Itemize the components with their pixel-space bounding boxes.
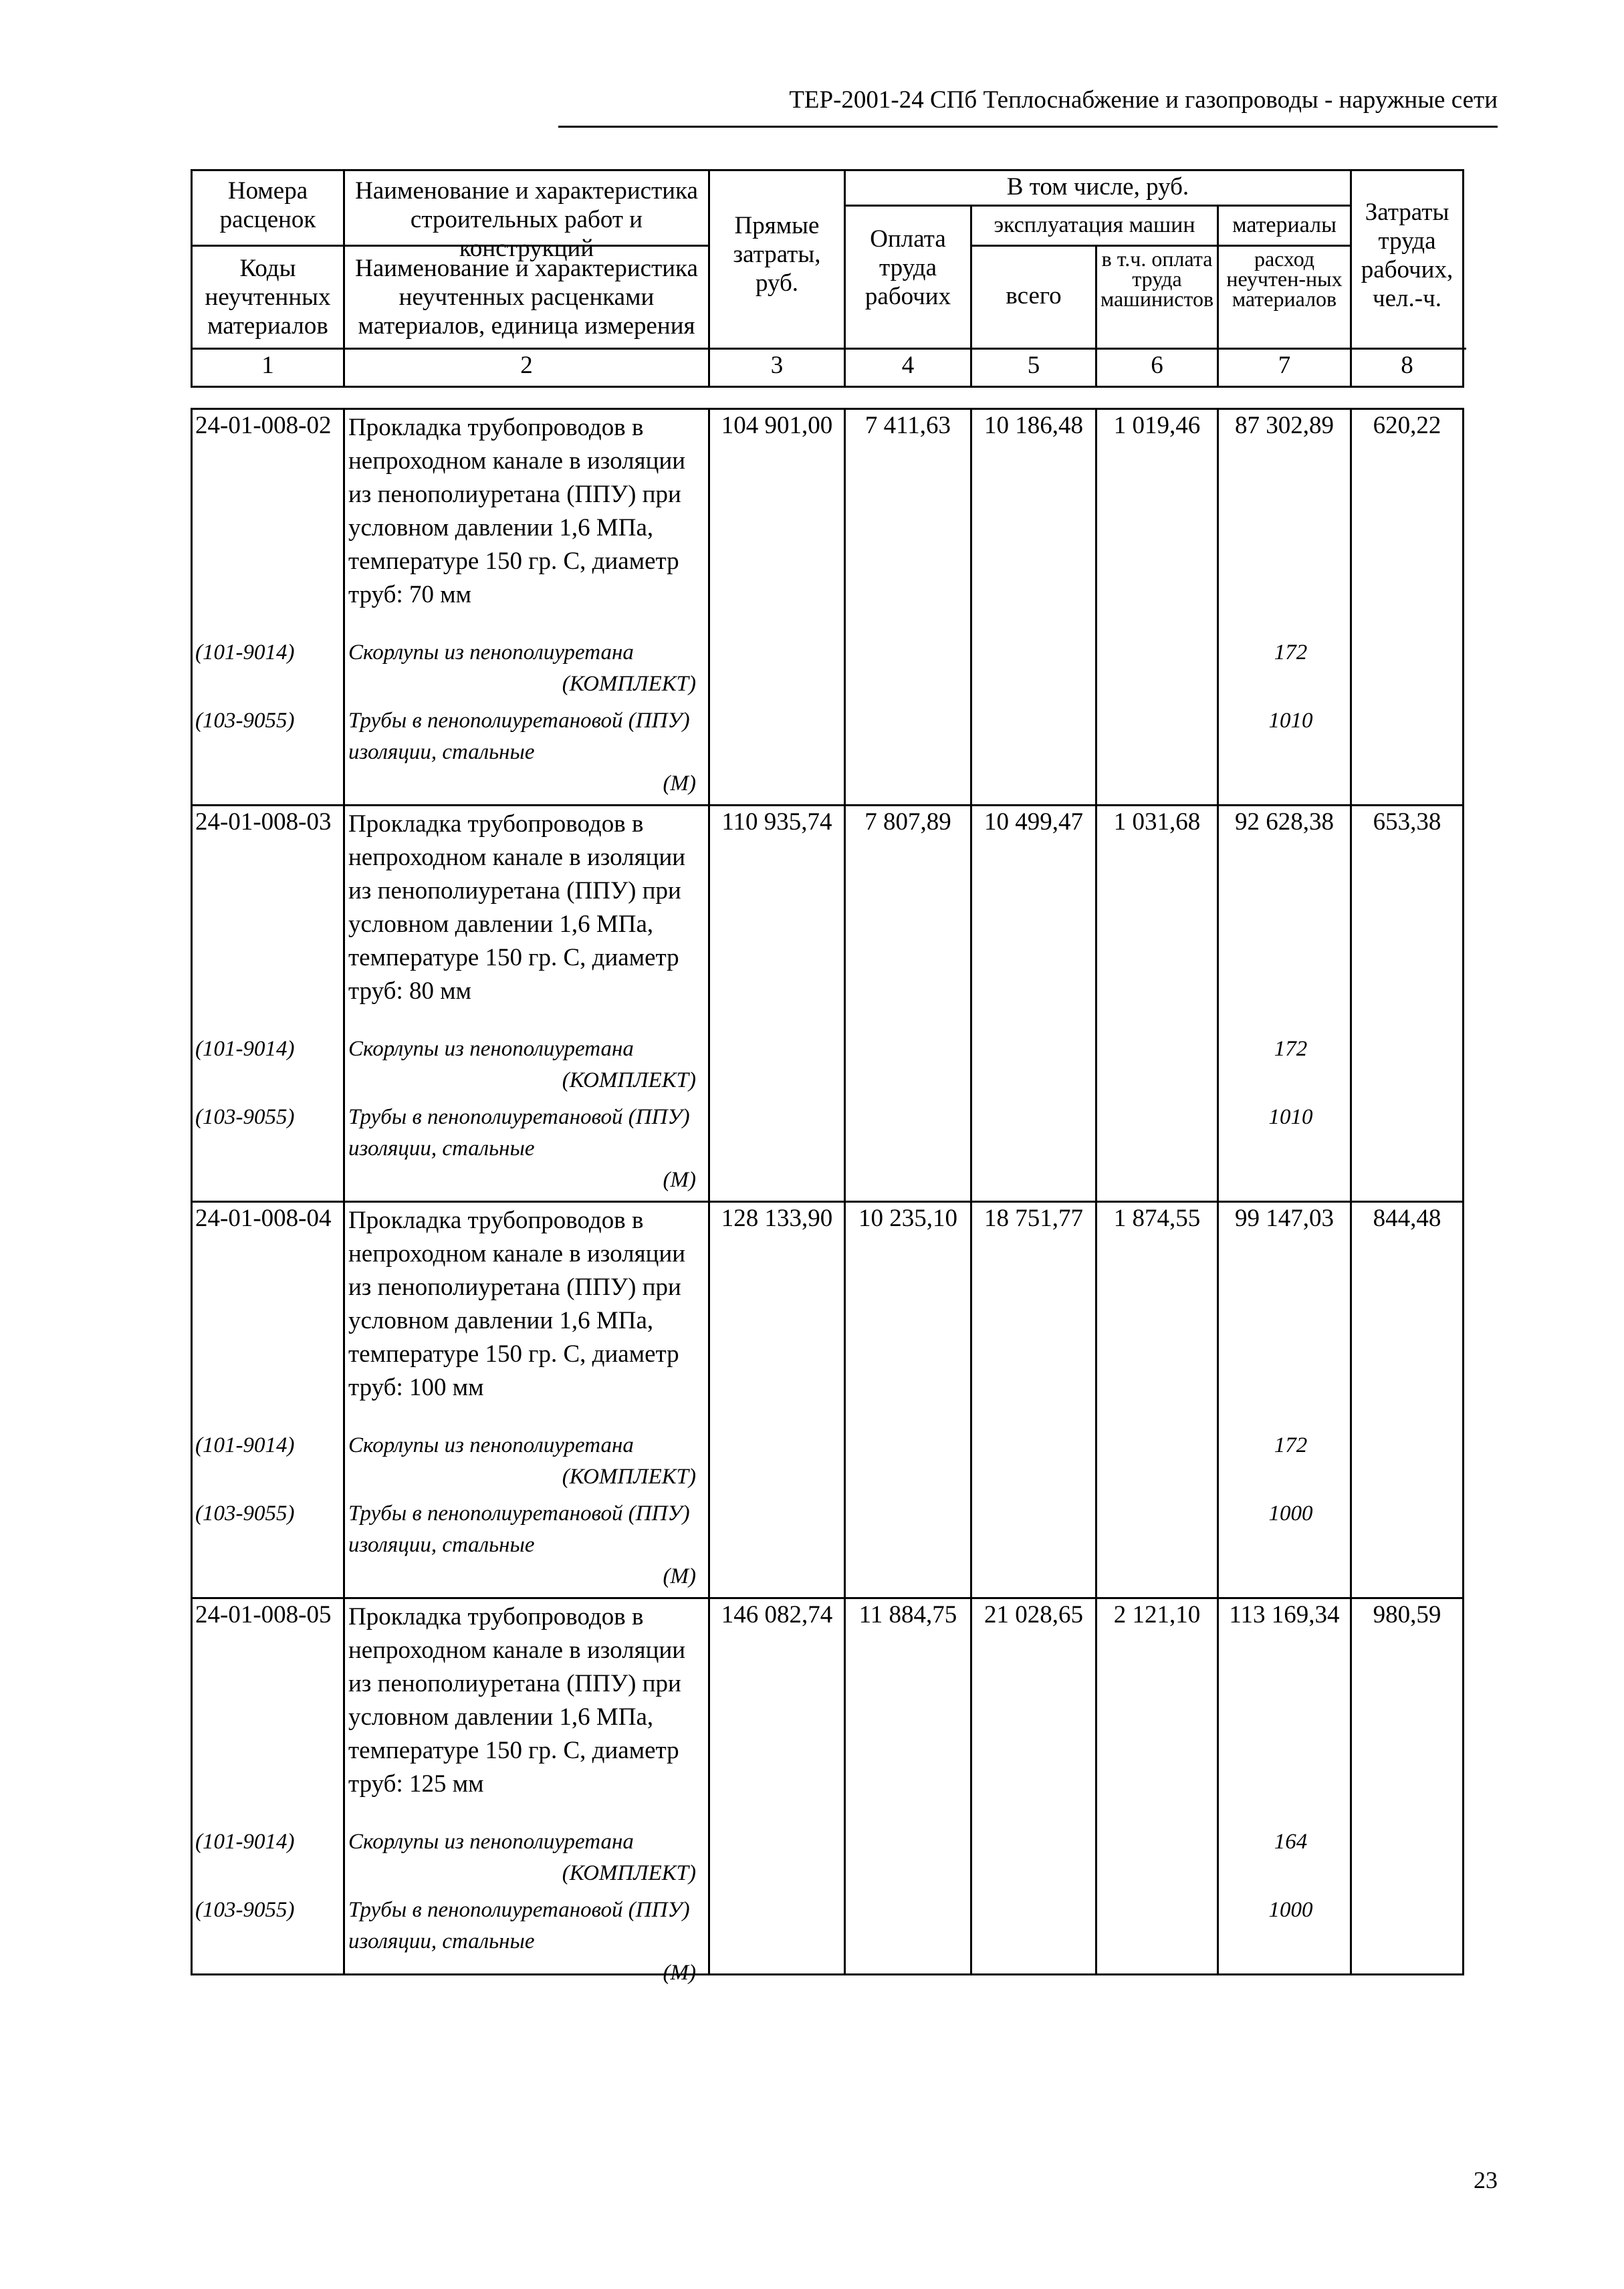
rate-name: Прокладка трубопроводов в непроходном канале в изоляции из пенополиуретана (ППУ) при условном давлении 1,6 МПа, температуре 150 гр. С, диаметр труб: 100 мм (348, 1207, 686, 1401)
material-unit: (М) (663, 771, 696, 796)
column-number-row (191, 346, 1464, 388)
rates-table (191, 408, 1464, 1985)
material-name-text: Скорлупы из пенополиуретана (348, 640, 634, 665)
column-number: 1 (261, 352, 274, 379)
material-name (348, 1826, 696, 1889)
direct-costs: 110 935,74 (721, 808, 832, 836)
col4-header: Оплата труда рабочих (864, 225, 951, 310)
rate-name: Прокладка трубопроводов в непроходном канале в изоляции из пенополиуретана (ППУ) при условном давлении 1,6 МПа, температуре 150 гр. С, диаметр труб: 125 мм (348, 1603, 686, 1798)
material-unit: (КОМПЛЕКТ) (562, 1465, 696, 1489)
machines-total: 10 186,48 (984, 412, 1083, 439)
col8-header: Затраты труда рабочих, чел.-ч. (1361, 199, 1454, 312)
table-header (191, 169, 1464, 350)
material-name (348, 637, 696, 700)
divider (844, 205, 1350, 207)
labor-hours: 980,59 (1373, 1601, 1441, 1629)
page-header-title: ТЕР-2001-24 СПб Теплоснабжение и газопроводы - наружные сети (789, 86, 1498, 114)
material-code: (101-9014) (195, 1830, 295, 1854)
material-name-text: Трубы в пенополиуретановой (ППУ) изоляции, стальные (348, 1501, 690, 1557)
materials-cost: 87 302,89 (1235, 412, 1334, 439)
header-rule (558, 126, 1498, 128)
direct-costs: 146 082,74 (721, 1601, 833, 1629)
direct-costs: 104 901,00 (721, 412, 833, 439)
material-qty: 172 (1274, 1433, 1308, 1457)
rate-code: 24-01-008-03 (195, 808, 332, 836)
material-qty: 1000 (1268, 1501, 1313, 1526)
material-name-text: Трубы в пенополиуретановой (ППУ) изоляции, стальные (348, 1105, 690, 1161)
table-row (193, 1599, 1462, 1985)
material-code: (103-9055) (195, 709, 295, 733)
col3-header: Прямые затраты, руб. (733, 212, 821, 297)
labor-pay: 7 411,63 (864, 412, 951, 439)
labor-hours: 620,22 (1373, 412, 1441, 439)
material-qty: 172 (1274, 1037, 1308, 1061)
material-code: (103-9055) (195, 1105, 295, 1129)
column-number: 3 (770, 352, 784, 379)
material-name-text: Трубы в пенополиуретановой (ППУ) изоляции, стальные (348, 1898, 690, 1953)
material-qty: 1010 (1268, 1105, 1313, 1129)
group-header: В том числе, руб. (1006, 173, 1189, 201)
material-unit: (М) (663, 1168, 696, 1192)
rate-name: Прокладка трубопроводов в непроходном канале в изоляции из пенополиуретана (ППУ) при условном давлении 1,6 МПа, температуре 150 гр. С, диаметр труб: 70 мм (348, 414, 686, 608)
material-unit: (КОМПЛЕКТ) (562, 1861, 696, 1885)
rate-name: Прокладка трубопроводов в непроходном канале в изоляции из пенополиуретана (ППУ) при условном давлении 1,6 МПа, температуре 150 гр. С, диаметр труб: 80 мм (348, 810, 686, 1005)
table-row (193, 1203, 1462, 1597)
column-number: 4 (901, 352, 915, 379)
machinists-pay: 1 031,68 (1113, 808, 1201, 836)
materials-header: материалы (1232, 213, 1337, 237)
machinists-pay: 2 121,10 (1113, 1601, 1201, 1629)
material-unit: (КОМПЛЕКТ) (562, 1068, 696, 1092)
material-name (348, 1895, 696, 1989)
column-number: 5 (1027, 352, 1040, 379)
material-code: (103-9055) (195, 1898, 295, 1922)
rate-code: 24-01-008-04 (195, 1205, 332, 1232)
column-number: 8 (1401, 352, 1413, 379)
machinists-pay: 1 874,55 (1113, 1205, 1201, 1232)
direct-costs: 128 133,90 (721, 1205, 833, 1232)
material-name (348, 1498, 696, 1592)
materials-cost: 99 147,03 (1235, 1205, 1334, 1232)
material-name (348, 705, 696, 800)
col1-bottom-header: Коды неучтенных материалов (205, 255, 331, 340)
page-number: 23 (1474, 2167, 1498, 2193)
material-unit: (М) (663, 1564, 696, 1588)
material-unit: (М) (663, 1961, 696, 1985)
material-qty: 1000 (1268, 1898, 1313, 1922)
material-code: (101-9014) (195, 1433, 295, 1457)
material-name-text: Трубы в пенополиуретановой (ППУ) изоляции, стальные (348, 709, 690, 764)
material-name-text: Скорлупы из пенополиуретана (348, 1830, 634, 1854)
material-name-text: Скорлупы из пенополиуретана (348, 1433, 634, 1457)
rate-code: 24-01-008-02 (195, 412, 332, 439)
material-qty: 172 (1274, 640, 1308, 665)
machines-header: эксплуатация машин (994, 213, 1195, 237)
machines-total: 18 751,77 (984, 1205, 1083, 1232)
material-name (348, 1034, 696, 1096)
labor-pay: 11 884,75 (858, 1601, 957, 1629)
material-name-text: Скорлупы из пенополиуретана (348, 1037, 634, 1061)
table-row (193, 806, 1462, 1201)
material-unit: (КОМПЛЕКТ) (562, 672, 696, 696)
col2-bottom-header: Наименование и характеристика неучтенных расценками материалов, единица измерения (355, 255, 698, 340)
materials-cost: 92 628,38 (1235, 808, 1334, 836)
rate-code: 24-01-008-05 (195, 1601, 332, 1629)
materials-cost: 113 169,34 (1229, 1601, 1340, 1629)
col2-top-header: Наименование и характеристика строительных работ и конструкций (355, 177, 698, 262)
material-name (348, 1102, 696, 1196)
material-qty: 1010 (1268, 709, 1313, 733)
col6-header: в т.ч. оплата труда машинистов (1100, 247, 1214, 311)
column-number: 7 (1278, 352, 1291, 379)
column-number: 6 (1151, 352, 1163, 379)
column-number: 2 (520, 352, 533, 379)
table-row (193, 410, 1462, 804)
labor-pay: 10 235,10 (858, 1205, 957, 1232)
machines-total: 21 028,65 (984, 1601, 1083, 1629)
material-name (348, 1430, 696, 1493)
material-qty: 164 (1274, 1830, 1308, 1854)
material-code: (103-9055) (195, 1501, 295, 1526)
labor-pay: 7 807,89 (864, 808, 951, 836)
labor-hours: 844,48 (1373, 1205, 1441, 1232)
labor-hours: 653,38 (1373, 808, 1441, 836)
col1-top-header: Номера расценок (219, 177, 316, 233)
machinists-pay: 1 019,46 (1113, 412, 1201, 439)
machines-total: 10 499,47 (984, 808, 1083, 836)
col7-header: расход неучтен-ных материалов (1226, 247, 1343, 311)
material-code: (101-9014) (195, 1037, 295, 1061)
material-code: (101-9014) (195, 640, 295, 665)
col5-header: всего (1006, 282, 1062, 310)
